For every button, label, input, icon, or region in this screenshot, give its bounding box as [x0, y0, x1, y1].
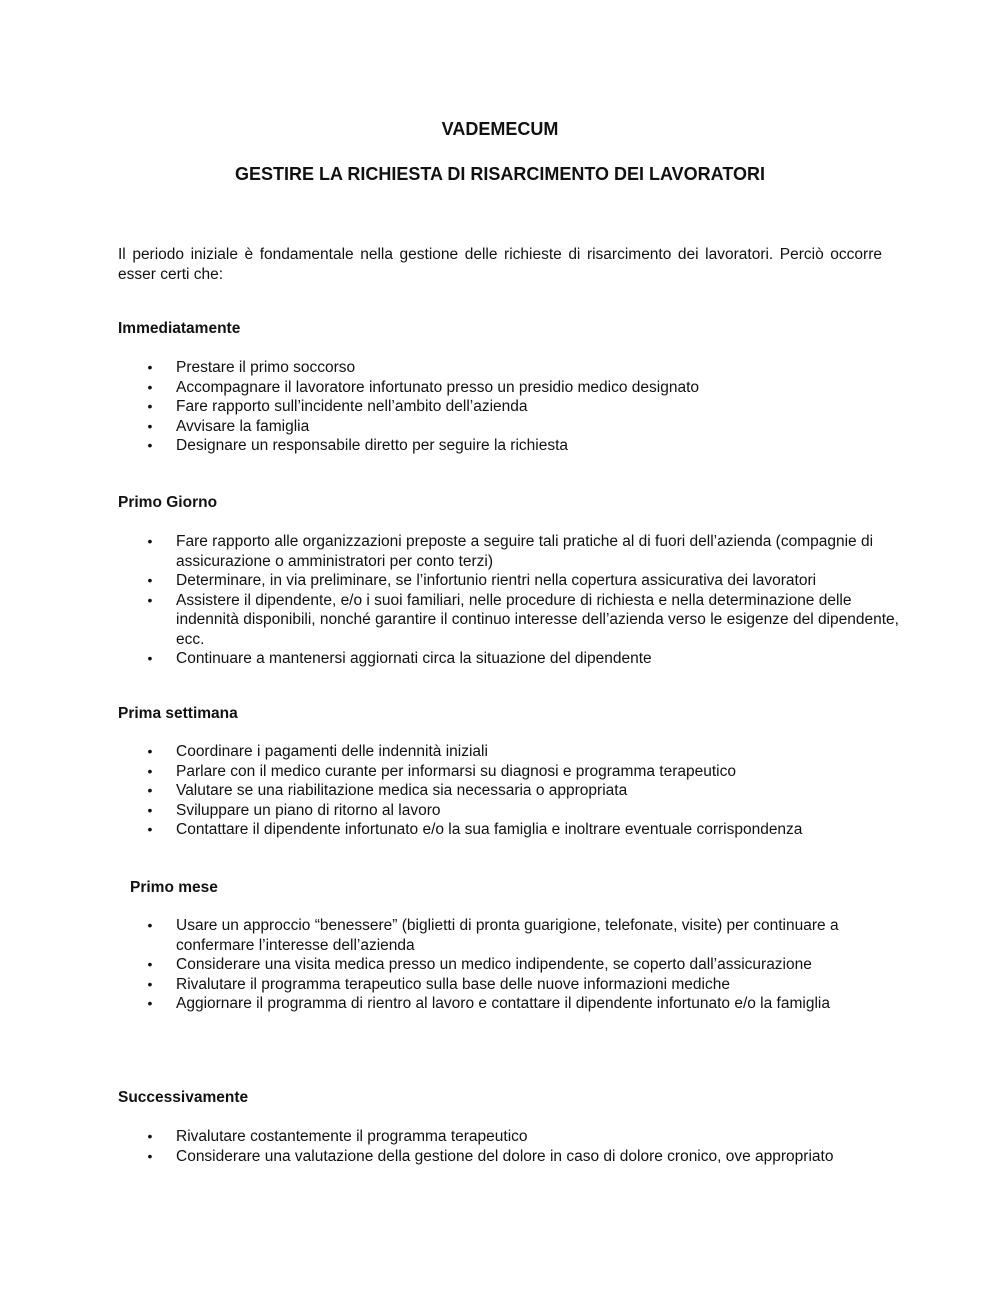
list-item — [0, 1147, 1000, 1167]
list-item — [0, 1127, 1000, 1147]
list-item — [0, 820, 1000, 840]
section-heading-successivamente: Successivamente — [118, 1089, 249, 1106]
list-item — [0, 762, 1000, 782]
list-item-text: Valutare se una riabilitazione medica sia necessaria o appropriata — [176, 782, 628, 799]
list-item-text: Continuare a mantenersi aggiornati circa la situazione del dipendente — [176, 650, 652, 667]
list-item — [0, 801, 1000, 821]
list-item-text: Assistere il dipendente, e/o i suoi familiari, nelle procedure di richiesta e nella determinazione delle indennità disponibili, nonché garantire il continuo interesse dell’azienda verso le esigenze del dipendente, ecc. — [176, 591, 899, 648]
list-item — [0, 358, 1000, 378]
bullet-icon: • — [147, 743, 153, 759]
list-item — [0, 571, 1000, 591]
list-primo-mese — [0, 916, 1000, 1014]
bullet-icon: • — [147, 975, 153, 992]
bullet-icon: • — [147, 956, 153, 972]
bullet-icon: • — [147, 417, 153, 434]
document-title: VADEMECUM — [441, 119, 559, 139]
list-item — [0, 649, 1000, 669]
bullet-icon: • — [147, 995, 153, 1011]
list-item — [0, 994, 1000, 1014]
list-prima-settimana — [0, 742, 1000, 840]
bullet-icon: • — [147, 801, 153, 818]
bullet-icon: • — [147, 782, 153, 798]
bullet-icon: • — [147, 821, 153, 837]
bullet-icon: • — [147, 359, 153, 375]
section-heading-primo-mese: Primo mese — [130, 879, 218, 896]
list-item-text: Parlare con il medico curante per informarsi su diagnosi e programma terapeutico — [176, 762, 736, 780]
list-item — [0, 532, 1000, 571]
list-item — [0, 781, 1000, 801]
list-primo-giorno — [0, 532, 1000, 669]
list-item — [0, 378, 1000, 398]
bullet-icon: • — [147, 437, 153, 453]
list-item-text: Accompagnare il lavoratore infortunato presso un presidio medico designato — [176, 378, 699, 396]
section-heading-immediatamente: Immediatamente — [118, 320, 241, 337]
list-item-text: Sviluppare un piano di ritorno al lavoro — [176, 801, 441, 819]
list-item — [0, 591, 1000, 650]
bullet-icon: • — [147, 917, 153, 933]
list-item-text: Designare un responsabile diretto per seguire la richiesta — [176, 437, 569, 454]
list-item — [0, 916, 1000, 955]
bullet-icon: • — [147, 762, 153, 779]
bullet-icon: • — [147, 1128, 153, 1144]
list-item-text: Fare rapporto sull’incidente nell’ambito dell’azienda — [176, 398, 528, 415]
section-heading-prima-settimana: Prima settimana — [118, 705, 238, 722]
list-item-text: Rivalutare il programma terapeutico sulla base delle nuove informazioni mediche — [176, 975, 730, 993]
list-item-text: Rivalutare costantemente il programma terapeutico — [176, 1128, 528, 1145]
list-item-text: Contattare il dipendente infortunato e/o la sua famiglia e inoltrare eventuale corrispondenza — [176, 821, 803, 838]
section-heading-primo-giorno: Primo Giorno — [118, 494, 218, 511]
list-item-text: Aggiornare il programma di rientro al lavoro e contattare il dipendente infortunato e/o la famiglia — [176, 995, 830, 1012]
list-item-text: Fare rapporto alle organizzazioni preposte a seguire tali pratiche al di fuori dell’azienda (compagnie di assicurazione o amministratori per conto terzi) — [176, 533, 874, 570]
list-item — [0, 397, 1000, 417]
list-item-text: Avvisare la famiglia — [176, 417, 310, 435]
list-item-text: Usare un approccio “benessere” (biglietti di pronta guarigione, telefonate, visite) per continuare a confermare l’interesse dell’azienda — [176, 917, 839, 954]
intro-paragraph: Il periodo iniziale è fondamentale nella gestione delle richieste di risarcimento dei lavoratori. Perciò occorre esser certi che: — [118, 246, 882, 283]
list-item — [0, 742, 1000, 762]
list-immediatamente — [0, 358, 1000, 456]
document-subtitle: GESTIRE LA RICHIESTA DI RISARCIMENTO DEI LAVORATORI — [234, 164, 766, 184]
list-item-text: Considerare una valutazione della gestione del dolore in caso di dolore cronico, ove appropriato — [176, 1147, 834, 1165]
list-item-text: Coordinare i pagamenti delle indennità iniziali — [176, 743, 488, 760]
bullet-icon: • — [147, 591, 153, 608]
bullet-icon: • — [147, 533, 153, 549]
list-item-text: Considerare una visita medica presso un medico indipendente, se coperto dall’assicurazione — [176, 956, 812, 973]
bullet-icon: • — [147, 572, 153, 588]
bullet-icon: • — [147, 398, 153, 414]
bullet-icon: • — [147, 650, 153, 666]
bullet-icon: • — [147, 1147, 153, 1164]
list-item-text: Determinare, in via preliminare, se l’infortunio rientri nella copertura assicurativa dei lavoratori — [176, 572, 817, 589]
list-successivamente — [0, 1127, 1000, 1166]
list-item — [0, 436, 1000, 456]
bullet-icon: • — [147, 378, 153, 395]
list-item — [0, 955, 1000, 975]
list-item-text: Prestare il primo soccorso — [176, 359, 356, 376]
list-item — [0, 417, 1000, 437]
list-item — [0, 975, 1000, 995]
